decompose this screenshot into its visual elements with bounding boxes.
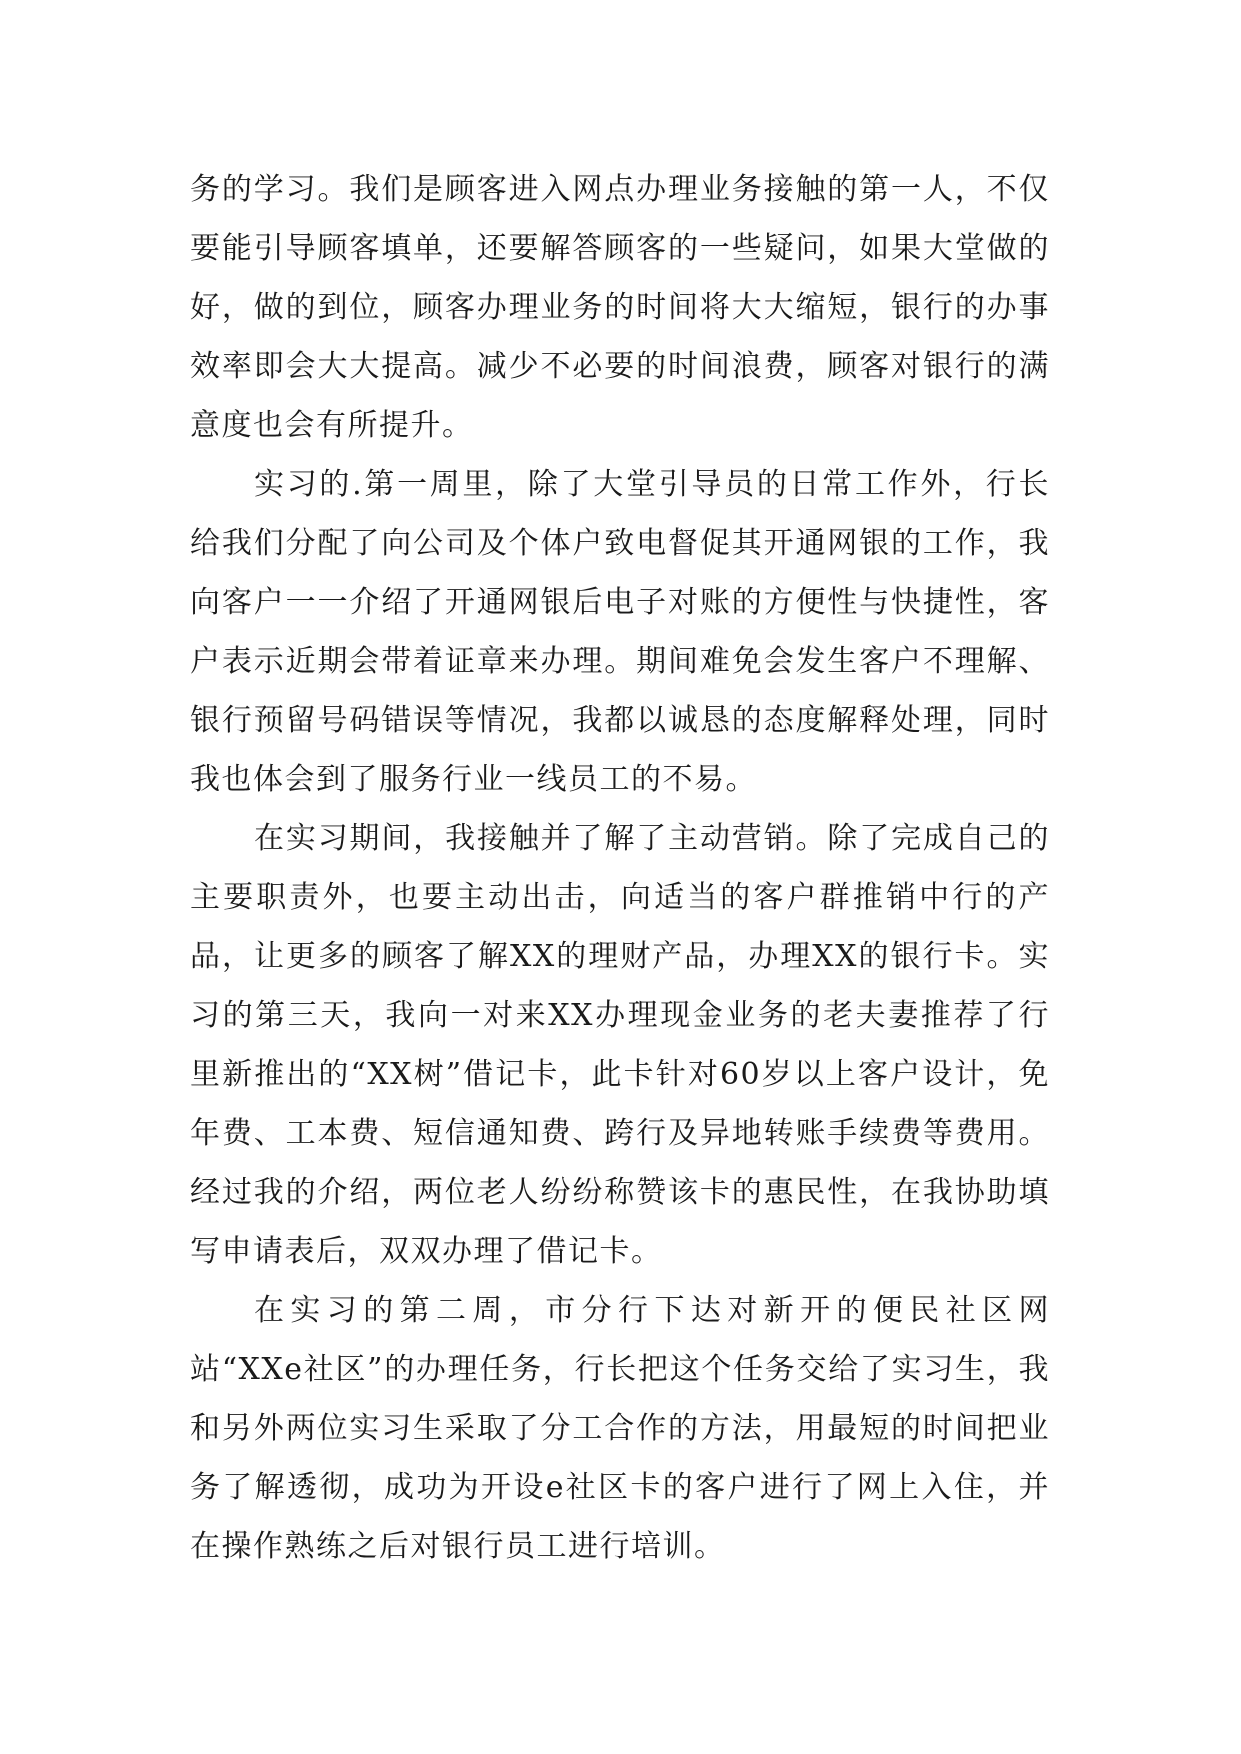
paragraph-3: 在实习期间，我接触并了解了主动营销。除了完成自己的主要职责外，也要主动出击，向适当的客户群推销中行的产品，让更多的顾客了解XX的理财产品，办理XX的银行卡。实习的第三天，我向一对来XX办理现金业务的老夫妻推荐了行里新推出的“XX树”借记卡，此卡针对60岁以上客户设计，免年费、工本费、短信通知费、跨行及异地转账手续费等费用。经过我的介绍，两位老人纷纷称赞该卡的惠民性，在我协助填写申请表后，双双办理了借记卡。 bbox=[190, 821, 1050, 1269]
document-body bbox=[190, 160, 1050, 1576]
paragraph-4: 在实习的第二周，市分行下达对新开的便民社区网站“XXe社区”的办理任务，行长把这个任务交给了实习生，我和另外两位实习生采取了分工合作的方法，用最短的时间把业务了解透彻，成功为开设e社区卡的客户进行了网上入住，并在操作熟练之后对银行员工进行培训。 bbox=[190, 1293, 1050, 1564]
paragraph-1: 务的学习。我们是顾客进入网点办理业务接触的第一人，不仅要能引导顾客填单，还要解答顾客的一些疑问，如果大堂做的好，做的到位，顾客办理业务的时间将大大缩短，银行的办事效率即会大大提高。减少不必要的时间浪费，顾客对银行的满意度也会有所提升。 bbox=[190, 172, 1050, 443]
paragraph-2: 实习的.第一周里，除了大堂引导员的日常工作外，行长给我们分配了向公司及个体户致电督促其开通网银的工作，我向客户一一介绍了开通网银后电子对账的方便性与快捷性，客户表示近期会带着证章来办理。期间难免会发生客户不理解、银行预留号码错误等情况，我都以诚恳的态度解释处理，同时我也体会到了服务行业一线员工的不易。 bbox=[190, 467, 1050, 797]
